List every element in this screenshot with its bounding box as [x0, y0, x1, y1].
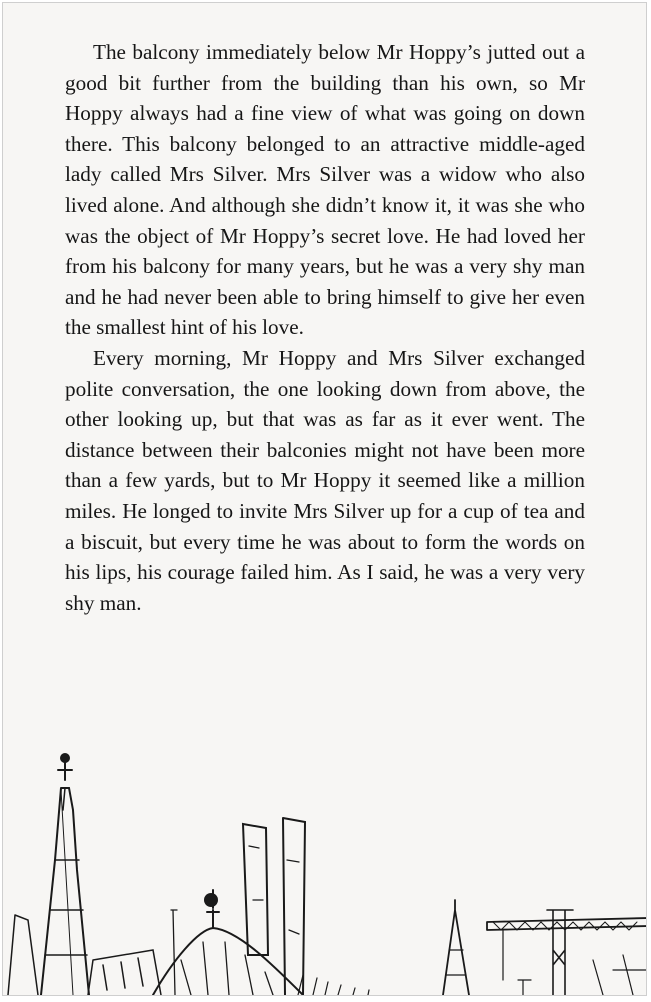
rooftops-illustration	[3, 750, 647, 995]
book-page	[2, 2, 647, 996]
paragraph-1: The balcony immediately below Mr Hoppy’s jutted out a good bit further from the building than his own, so Mr Hoppy always had a fine view of what was going on down there. This balcony belonged to an attractive middle-aged lady called Mrs Silver. Mrs Silver was a widow who also lived alone. And although she didn’t know it, it was she who was the object of Mr Hoppy’s secret love. He had loved her from his balcony for many years, but he was a very shy man and he had never been able to bring himself to give her even the smallest hint of his love.	[65, 40, 585, 340]
body-text	[65, 37, 585, 618]
paragraph-2: Every morning, Mr Hoppy and Mrs Silver exchanged polite conversation, the one looking down from above, the other looking up, but that was as far as it ever went. The distance between their balconies might not have been more than a few yards, but to Mr Hoppy it seemed like a million miles. He longed to invite Mrs Silver up for a cup of tea and a biscuit, but every time he was about to form the words on his lips, his courage failed him. As I said, he was a very very shy man.	[65, 345, 585, 615]
